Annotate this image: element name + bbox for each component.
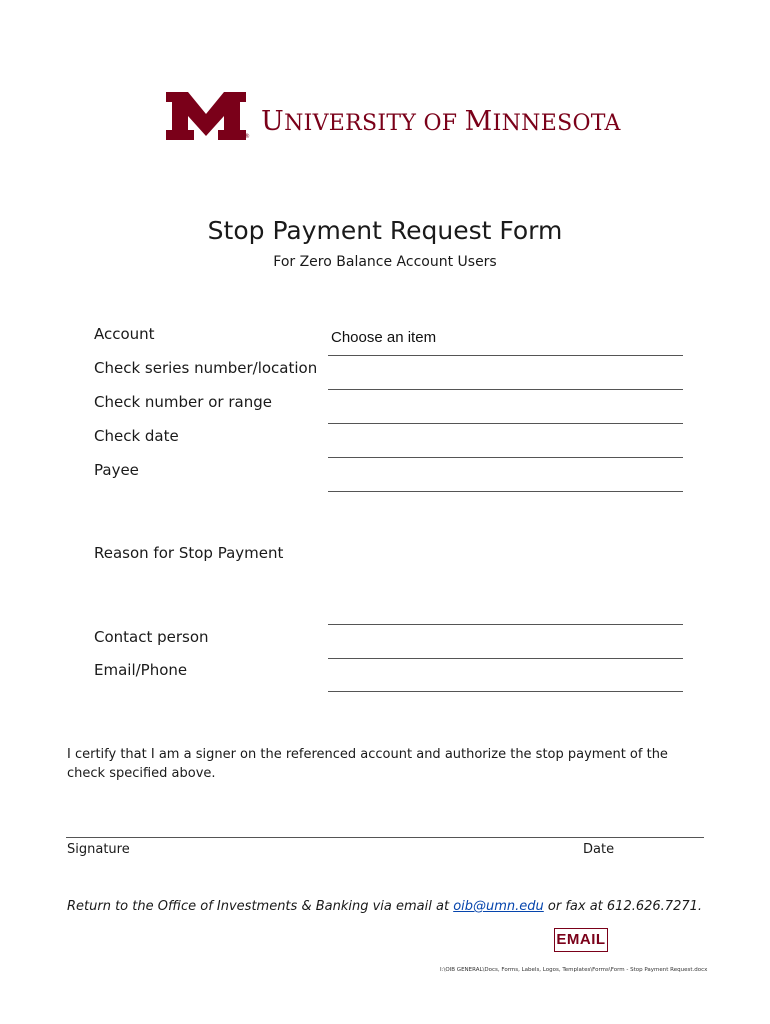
return-prefix: Return to the Office of Investments & Banking via email at bbox=[67, 899, 454, 914]
reason-label: Reason for Stop Payment bbox=[94, 544, 284, 562]
return-suffix: or fax at 612.626.7271. bbox=[543, 899, 703, 914]
university-logo bbox=[166, 92, 250, 140]
form-title: Stop Payment Request Form bbox=[207, 216, 563, 245]
check-date-input[interactable] bbox=[328, 457, 683, 458]
contact-person-label: Contact person bbox=[94, 628, 209, 646]
account-label: Account bbox=[94, 325, 155, 343]
signature-label: Signature bbox=[67, 842, 130, 857]
block-m-logo-icon bbox=[166, 92, 246, 140]
email-phone-input[interactable] bbox=[328, 691, 683, 692]
certification-text: I certify that I am a signer on the referenced account and authorize the stop payment of the check specified above. bbox=[67, 747, 668, 781]
check-date-label: Check date bbox=[94, 427, 179, 445]
reason-input[interactable] bbox=[328, 624, 683, 625]
university-wordmark: UNIVERSITY OF MINNESOTA bbox=[261, 106, 621, 137]
oib-email-link[interactable]: oib@umn.edu bbox=[453, 899, 544, 914]
payee-input[interactable] bbox=[328, 491, 683, 492]
account-line bbox=[328, 355, 683, 356]
contact-person-input[interactable] bbox=[328, 658, 683, 659]
account-select[interactable]: Choose an item bbox=[331, 329, 437, 346]
check-number-input[interactable] bbox=[328, 423, 683, 424]
form-subtitle: For Zero Balance Account Users bbox=[273, 254, 497, 270]
check-number-label: Check number or range bbox=[94, 393, 272, 411]
email-button[interactable]: EMAIL bbox=[554, 928, 608, 952]
check-series-input[interactable] bbox=[328, 389, 683, 390]
registered-mark: ® bbox=[244, 133, 250, 140]
check-series-label: Check series number/location bbox=[94, 359, 318, 377]
payee-label: Payee bbox=[94, 461, 139, 479]
date-label: Date bbox=[583, 842, 615, 857]
signature-line[interactable] bbox=[66, 837, 704, 838]
email-phone-label: Email/Phone bbox=[94, 661, 188, 679]
return-instructions bbox=[67, 899, 702, 914]
file-path-footer: I:\OIB GENERAL\Docs, Forms, Labels, Logos, Templates\Forms\Form - Stop Payment Request.docx bbox=[440, 967, 708, 973]
